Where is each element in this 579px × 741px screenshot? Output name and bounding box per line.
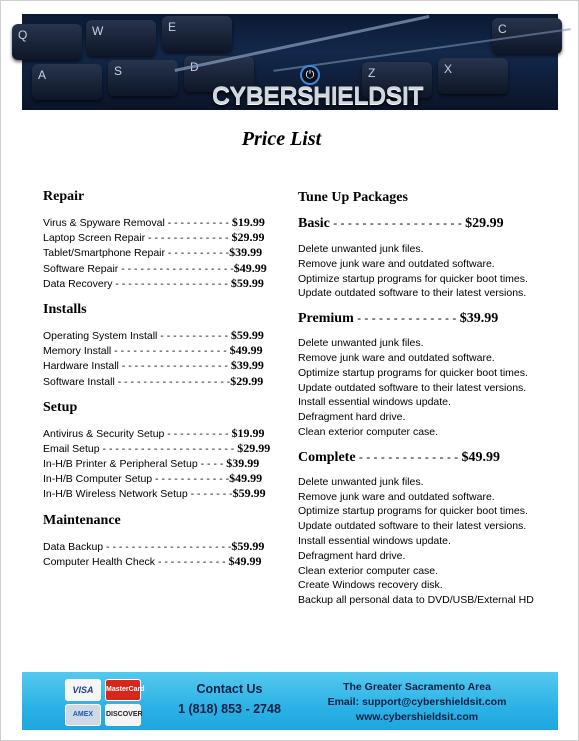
package-line: Create Windows recovery disk. bbox=[298, 579, 443, 592]
package-line: Update outdated software to their latest versions. bbox=[298, 287, 527, 300]
item-price: $49.99 bbox=[228, 553, 262, 568]
page-title: Price List bbox=[241, 128, 322, 150]
item-price: $29.99 bbox=[237, 440, 271, 455]
price-item bbox=[43, 276, 283, 291]
package-line: Backup all personal data to DVD/USB/External HD bbox=[298, 594, 534, 607]
keyboard-key: A bbox=[32, 64, 102, 100]
item-price: $49.99 bbox=[233, 260, 267, 275]
package-name: Complete bbox=[298, 449, 356, 465]
price-item bbox=[43, 230, 283, 245]
contact-heading: Contact Us bbox=[196, 682, 263, 696]
item-label: Memory Install - - - - - - - - - - - - - - - - - - bbox=[43, 345, 230, 358]
section-heading-tune-up: Tune Up Packages bbox=[298, 190, 408, 205]
section-heading-maintenance: Maintenance bbox=[43, 512, 121, 528]
item-label: In-H/B Computer Setup - - - - - - - - - - - - bbox=[43, 473, 230, 486]
item-label: Tablet/Smartphone Repair - - - - - - - - - - bbox=[43, 247, 230, 260]
item-label: Data Recovery - - - - - - - - - - - - - - - - - - bbox=[43, 277, 231, 290]
item-label: Operating System Install - - - - - - - - - - - bbox=[43, 329, 231, 342]
item-label: In-H/B Printer & Peripheral Setup - - - - bbox=[43, 458, 227, 471]
package-line: Optimize startup programs for quicker boot times. bbox=[298, 505, 528, 518]
item-label: Software Install - - - - - - - - - - - - - - - - - - bbox=[43, 375, 231, 388]
power-icon: ⏻ bbox=[300, 65, 320, 85]
item-price: $29.99 bbox=[231, 230, 265, 245]
package-price: $39.99 bbox=[459, 311, 499, 327]
price-item bbox=[43, 215, 283, 230]
item-price: $59.99 bbox=[230, 327, 264, 342]
package-heading-premium bbox=[298, 309, 568, 327]
package-price: $29.99 bbox=[465, 216, 504, 231]
package-dashes: - - - - - - - - - - - - - - - - - - bbox=[329, 216, 466, 230]
package-line: Clean exterior computer case. bbox=[298, 425, 439, 438]
email-address: Email: support@cybershieldsit.com bbox=[327, 696, 507, 708]
price-item bbox=[43, 374, 283, 389]
item-price: $19.99 bbox=[231, 215, 265, 229]
visa-icon: VISA bbox=[66, 680, 100, 700]
keyboard-key: Q bbox=[12, 24, 82, 60]
item-price: $59.99 bbox=[231, 538, 265, 553]
price-item bbox=[43, 456, 283, 471]
package-line: Optimize startup programs for quicker boot times. bbox=[298, 366, 528, 379]
item-label: Email Setup - - - - - - - - - - - - - - - - - - - - - bbox=[43, 442, 238, 455]
item-price: $29.99 bbox=[230, 373, 264, 388]
price-item bbox=[43, 328, 283, 343]
section-heading-installs: Installs bbox=[43, 301, 87, 317]
package-line: Delete unwanted junk files. bbox=[298, 475, 424, 488]
item-label: Hardware Install - - - - - - - - - - - - - - - - - bbox=[43, 360, 231, 373]
item-label: Computer Health Check - - - - - - - - - - - bbox=[43, 555, 229, 568]
section-heading-setup: Setup bbox=[43, 399, 78, 415]
price-item bbox=[43, 539, 283, 554]
discover-icon: DISCOVER bbox=[106, 705, 140, 725]
item-price: $59.99 bbox=[230, 275, 264, 290]
services-column bbox=[43, 188, 283, 569]
keyboard-key: W bbox=[86, 20, 156, 56]
price-item bbox=[43, 471, 283, 486]
item-label: Virus & Spyware Removal - - - - - - - - - - bbox=[43, 217, 232, 229]
footer-bar bbox=[22, 672, 558, 730]
package-name: Basic bbox=[298, 216, 330, 231]
item-price: $49.99 bbox=[229, 343, 263, 358]
service-area: The Greater Sacramento Area bbox=[343, 681, 491, 693]
package-heading-basic bbox=[298, 214, 568, 232]
website-link: www.cybershieldsit.com bbox=[355, 711, 479, 723]
item-price: $19.99 bbox=[231, 425, 265, 440]
price-item bbox=[43, 426, 283, 441]
package-line: Remove junk ware and outdated software. bbox=[298, 351, 495, 364]
package-line: Delete unwanted junk files. bbox=[298, 337, 424, 350]
keyboard-key: Z bbox=[362, 62, 432, 98]
keyboard-key: C bbox=[492, 18, 562, 54]
package-dashes: - - - - - - - - - - - - - - bbox=[355, 449, 462, 464]
package-price: $49.99 bbox=[461, 449, 501, 465]
keyboard-key: E bbox=[162, 16, 232, 52]
package-line: Install essential windows update. bbox=[298, 396, 451, 409]
package-heading-complete bbox=[298, 448, 568, 466]
item-label: Antivirus & Security Setup - - - - - - - - - - bbox=[43, 427, 232, 440]
item-price: $39.99 bbox=[226, 456, 260, 471]
package-line: Delete unwanted junk files. bbox=[298, 243, 424, 255]
item-label: In-H/B Wireless Network Setup - - - - - - - bbox=[43, 488, 233, 501]
item-label: Software Repair - - - - - - - - - - - - - - - - - - bbox=[43, 262, 234, 275]
keyboard-key: S bbox=[108, 60, 178, 96]
item-price: $59.99 bbox=[232, 486, 266, 501]
amex-icon: AMEX bbox=[66, 705, 100, 725]
brand-logo: CYBERSHIELDSIT bbox=[212, 82, 424, 110]
package-line: Update outdated software to their latest versions. bbox=[298, 520, 527, 533]
package-name: Premium bbox=[298, 311, 354, 327]
mastercard-icon: MasterCard bbox=[106, 680, 140, 700]
item-price: $39.99 bbox=[229, 245, 263, 260]
price-item bbox=[43, 343, 283, 358]
phone-number: 1 (818) 853 - 2748 bbox=[178, 702, 281, 716]
item-price: $39.99 bbox=[230, 358, 264, 373]
item-label: Data Backup - - - - - - - - - - - - - - - - - - - - bbox=[43, 540, 232, 553]
package-line: Optimize startup programs for quicker boot times. bbox=[298, 272, 528, 285]
contact-details bbox=[317, 680, 517, 725]
package-line: Clean exterior computer case. bbox=[298, 564, 439, 577]
price-item bbox=[43, 554, 283, 569]
package-dashes: - - - - - - - - - - - - - - bbox=[353, 311, 460, 326]
price-item bbox=[43, 261, 283, 276]
price-item bbox=[43, 441, 283, 456]
header-banner bbox=[18, 14, 558, 110]
keyboard-key: X bbox=[438, 58, 508, 94]
tune-up-column bbox=[298, 189, 568, 608]
package-line: Update outdated software to their latest versions. bbox=[298, 381, 527, 394]
item-label: Laptop Screen Repair - - - - - - - - - - - - - bbox=[43, 232, 232, 245]
section-heading-repair: Repair bbox=[43, 189, 85, 204]
price-item bbox=[43, 245, 283, 260]
price-item bbox=[43, 358, 283, 373]
package-line: Defragment hard drive. bbox=[298, 549, 406, 562]
price-item bbox=[43, 486, 283, 501]
package-line: Remove junk ware and outdated software. bbox=[298, 257, 495, 270]
item-price: $49.99 bbox=[229, 471, 263, 486]
package-line: Remove junk ware and outdated software. bbox=[298, 490, 495, 503]
package-line: Install essential windows update. bbox=[298, 534, 451, 547]
package-line: Defragment hard drive. bbox=[298, 411, 406, 424]
